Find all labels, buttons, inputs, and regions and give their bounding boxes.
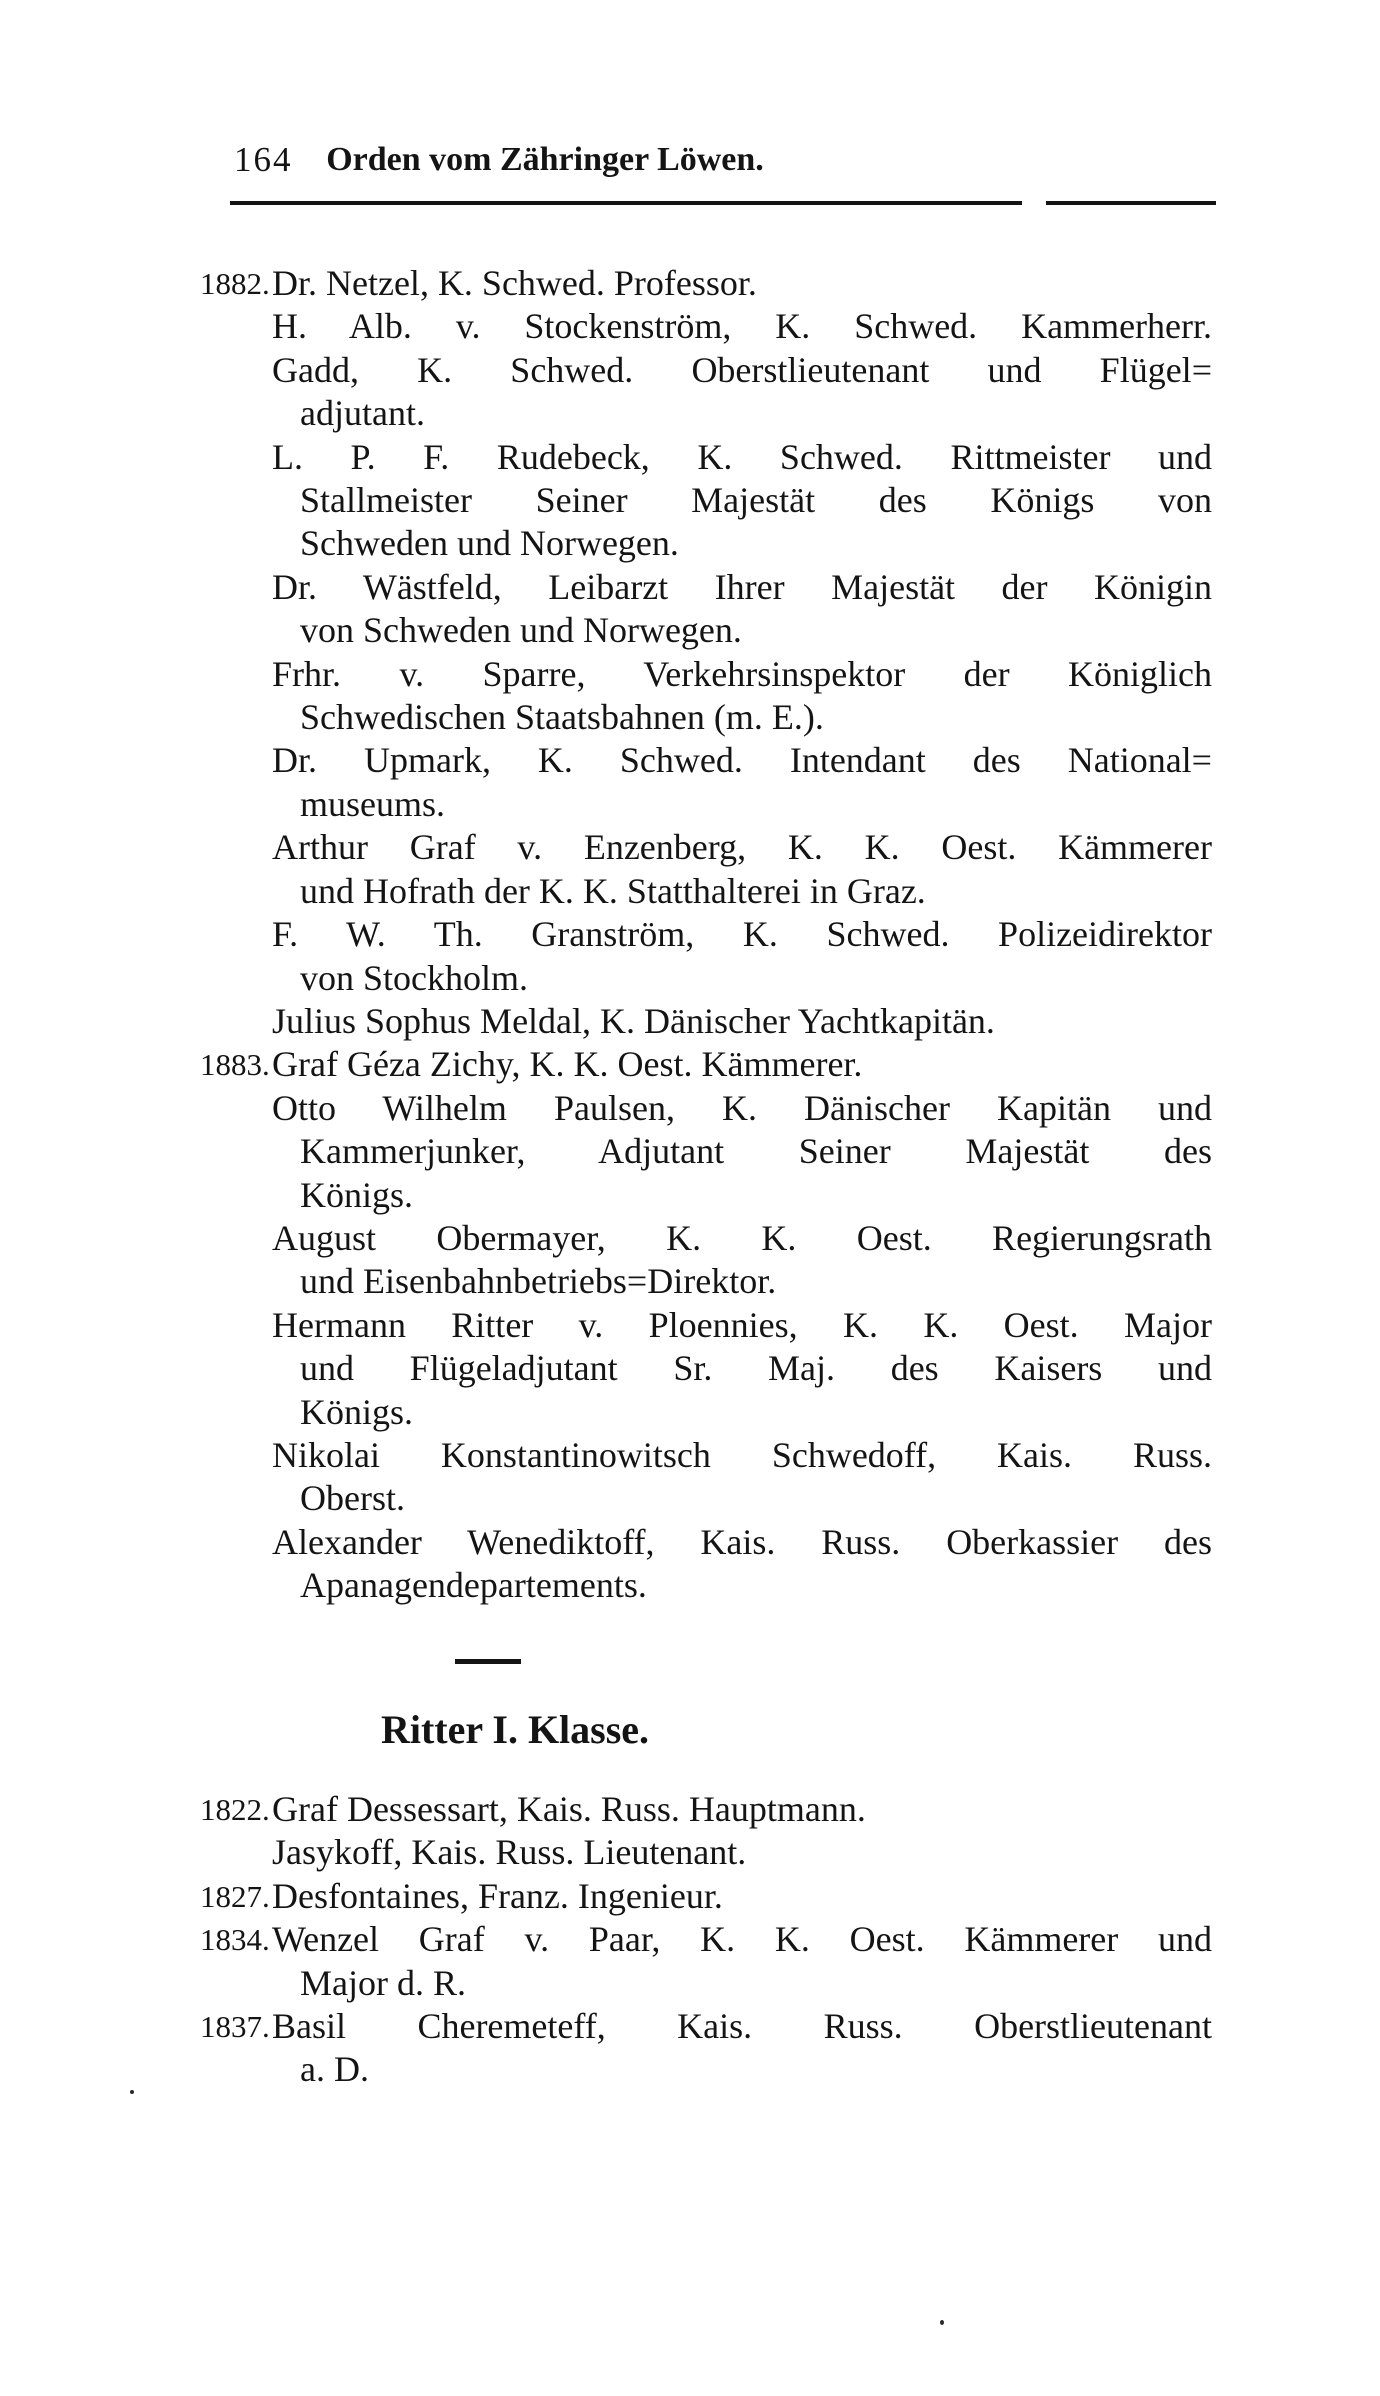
- entry-text: [272, 826, 1212, 913]
- scan-speck: [130, 2090, 134, 2094]
- entry-text: [272, 1875, 1212, 1918]
- entry-year: 1827.: [200, 1878, 270, 1914]
- member-entry: [200, 653, 1212, 740]
- page-number: 164: [234, 140, 293, 179]
- entry-text: [272, 1043, 1212, 1086]
- entry-line: Frhr. v. Sparre, Verkehrsinspektor der Königlich: [272, 653, 1212, 694]
- entry-line: Alexander Wenediktoff, Kais. Russ. Oberkassier des: [272, 1521, 1212, 1562]
- member-entry: [200, 1217, 1212, 1304]
- header-rule-left-segment: [230, 201, 1022, 205]
- entry-text: [272, 1788, 1212, 1831]
- entry-line: Schwedischen Staatsbahnen (m. E.).: [300, 697, 824, 738]
- entry-text: [272, 349, 1212, 436]
- entry-line: Julius Sophus Meldal, K. Dänischer Yachtkapitän.: [272, 1000, 995, 1041]
- entry-text: [272, 1521, 1212, 1608]
- entry-year: [200, 826, 272, 913]
- entry-line: L. P. F. Rudebeck, K. Schwed. Rittmeister und: [272, 436, 1212, 477]
- entry-text: [272, 1000, 1212, 1043]
- entry-year: [200, 1217, 272, 1304]
- entry-line: Jasykoff, Kais. Russ. Lieutenant.: [272, 1832, 747, 1873]
- member-entry: [200, 436, 1212, 566]
- header-rule-right-segment: [1046, 201, 1216, 205]
- member-entry: [200, 1000, 1212, 1043]
- entry-year: 1834.: [200, 1922, 270, 1958]
- entry-year: [200, 653, 272, 740]
- member-entry: [200, 1304, 1212, 1434]
- member-entry: [200, 826, 1212, 913]
- entry-year: [200, 1434, 272, 1521]
- entry-text: [272, 653, 1212, 740]
- entry-year: [200, 436, 272, 566]
- entry-line: Königs.: [300, 1174, 414, 1215]
- entry-year: [200, 566, 272, 653]
- entry-year: [200, 1831, 272, 1874]
- entry-line: Stallmeister Seiner Majestät des Königs von: [300, 480, 1212, 521]
- entry-year: 1882.: [200, 266, 270, 301]
- entry-year: [200, 913, 272, 1000]
- entry-year: [200, 349, 272, 436]
- entry-year: [200, 1000, 272, 1043]
- entry-year: [200, 305, 272, 348]
- member-entry: [200, 1918, 1212, 2005]
- entry-line: Desfontaines, Franz. Ingenieur.: [272, 1875, 723, 1916]
- entry-text: [272, 913, 1212, 1000]
- entry-line: Basil Cheremeteff, Kais. Russ. Oberstlieutenant: [272, 2006, 1212, 2047]
- section-heading: Ritter I. Klasse.: [380, 1707, 650, 1752]
- entry-year: [200, 739, 272, 826]
- entry-line: und Hofrath der K. K. Statthalterei in Graz.: [300, 870, 926, 911]
- entry-year: 1837.: [200, 2009, 270, 2045]
- member-entry: [200, 913, 1212, 1000]
- entry-line: Nikolai Konstantinowitsch Schwedoff, Kais. Russ.: [272, 1434, 1212, 1475]
- entry-line: Major d. R.: [300, 1962, 466, 2003]
- entry-year: [200, 1304, 272, 1434]
- entry-line: Dr. Upmark, K. Schwed. Intendant des National=: [272, 740, 1212, 781]
- entry-line: Arthur Graf v. Enzenberg, K. K. Oest. Kämmerer: [272, 827, 1212, 868]
- entry-line: a. D.: [300, 2049, 369, 2090]
- entry-text: [272, 2005, 1212, 2092]
- entry-line: von Schweden und Norwegen.: [300, 610, 742, 651]
- entry-text: [272, 262, 1212, 305]
- section-divider-rule: [455, 1659, 521, 1664]
- member-entry: [200, 1875, 1212, 1918]
- entry-line: Wenzel Graf v. Paar, K. K. Oest. Kämmerer und: [272, 1919, 1212, 1960]
- entry-year: 1822.: [200, 1792, 270, 1827]
- member-entry: [200, 305, 1212, 348]
- entry-text: [272, 739, 1212, 826]
- entry-year: [200, 1087, 272, 1217]
- page-header-title: Orden vom Zähringer Löwen.: [326, 141, 764, 178]
- entry-text: [272, 566, 1212, 653]
- order-member-list-1882-1883: [200, 262, 1212, 1608]
- member-entry: [200, 739, 1212, 826]
- member-entry: [200, 349, 1212, 436]
- member-entry: [200, 566, 1212, 653]
- entry-line: Dr. Wästfeld, Leibarzt Ihrer Majestät der Königin: [272, 566, 1212, 607]
- entry-line: Oberst.: [300, 1478, 405, 1519]
- entry-line: von Stockholm.: [300, 957, 529, 998]
- entry-line: Apanagendepartements.: [300, 1565, 647, 1606]
- scan-speck: [940, 2320, 944, 2325]
- running-head: [0, 140, 1380, 188]
- entry-line: Otto Wilhelm Paulsen, K. Dänischer Kapitän und: [272, 1087, 1212, 1128]
- entry-line: August Obermayer, K. K. Oest. Regierungsrath: [272, 1217, 1212, 1258]
- entry-year: 1883.: [200, 1047, 270, 1083]
- entry-text: [272, 1087, 1212, 1217]
- entry-line: Dr. Netzel, K. Schwed. Professor.: [272, 263, 757, 303]
- entry-line: Graf Géza Zichy, K. K. Oest. Kämmerer.: [272, 1044, 863, 1085]
- entry-line: Gadd, K. Schwed. Oberstlieutenant und Flügel=: [272, 349, 1212, 390]
- entry-line: Hermann Ritter v. Ploennies, K. K. Oest. Major: [272, 1304, 1212, 1345]
- member-entry: [200, 2005, 1212, 2092]
- entry-text: [272, 1434, 1212, 1521]
- member-entry: [200, 1043, 1212, 1086]
- entry-line: adjutant.: [300, 393, 425, 434]
- entry-text: [272, 1217, 1212, 1304]
- entry-line: Schweden und Norwegen.: [300, 523, 679, 564]
- entry-line: Königs.: [300, 1391, 414, 1432]
- entry-line: und Flügeladjutant Sr. Maj. des Kaisers und: [300, 1348, 1212, 1389]
- entry-text: [272, 1304, 1212, 1434]
- member-entry: [200, 262, 1212, 305]
- entry-line: F. W. Th. Granström, K. Schwed. Polizeidirektor: [272, 914, 1212, 955]
- entry-line: museums.: [300, 783, 446, 824]
- entry-text: [272, 1918, 1212, 2005]
- entry-line: Kammerjunker, Adjutant Seiner Majestät des: [300, 1131, 1212, 1172]
- entry-line: und Eisenbahnbetriebs=Direktor.: [300, 1261, 777, 1302]
- ritter-first-class-list: [200, 1788, 1212, 2092]
- member-entry: [200, 1788, 1212, 1831]
- member-entry: [200, 1831, 1212, 1874]
- member-entry: [200, 1087, 1212, 1217]
- member-entry: [200, 1434, 1212, 1521]
- entry-text: [272, 1831, 1212, 1874]
- entry-text: [272, 305, 1212, 348]
- entry-line: H. Alb. v. Stockenström, K. Schwed. Kammerherr.: [272, 306, 1212, 347]
- entry-line: Graf Dessessart, Kais. Russ. Hauptmann.: [272, 1789, 866, 1829]
- entry-year: [200, 1521, 272, 1608]
- entry-text: [272, 436, 1212, 566]
- member-entry: [200, 1521, 1212, 1608]
